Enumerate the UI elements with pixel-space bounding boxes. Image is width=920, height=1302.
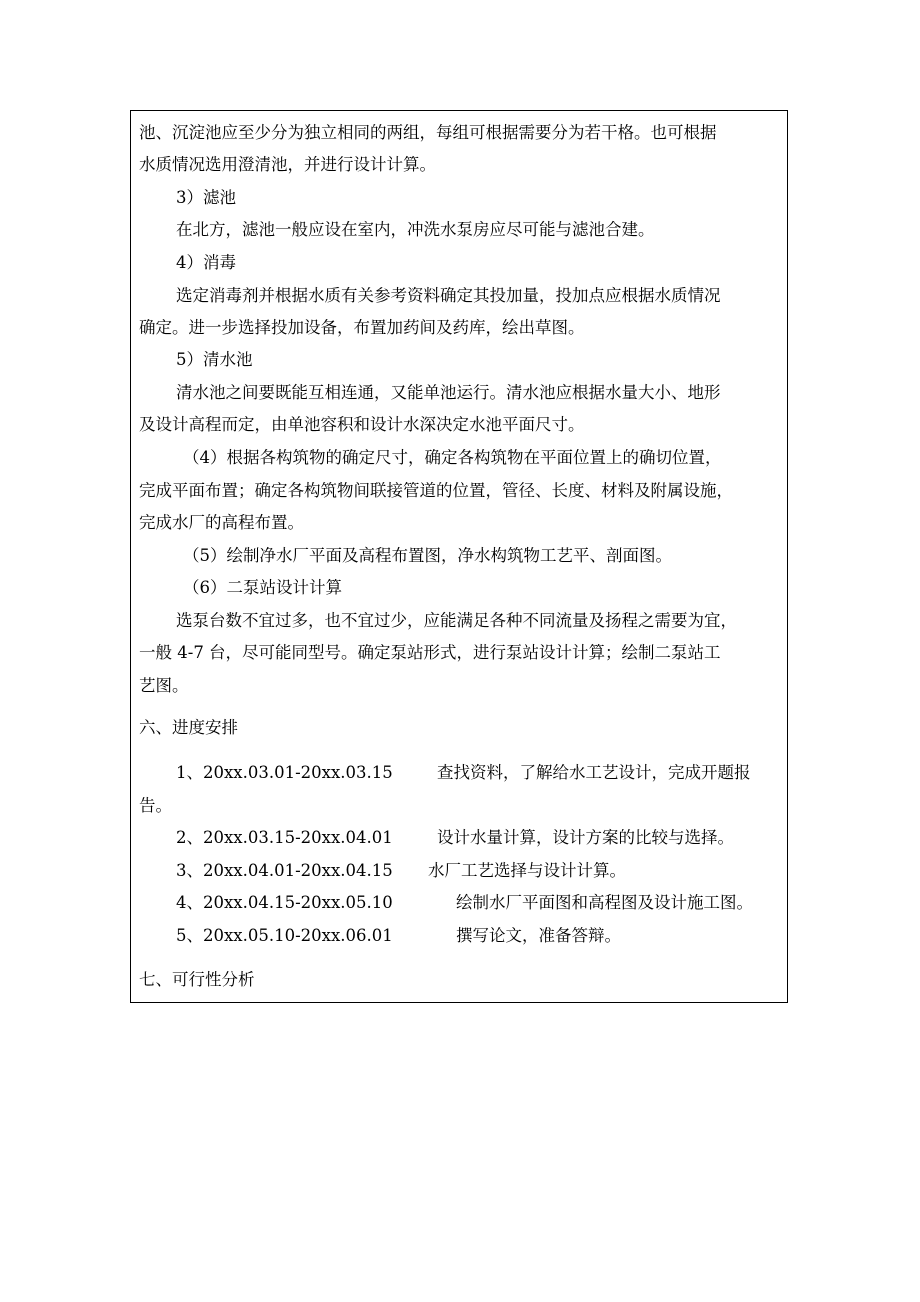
section-heading-feasibility: 七、可行性分析: [139, 970, 255, 989]
schedule-desc: 撰写论文，准备答辩。: [456, 926, 621, 945]
schedule-desc: 水厂工艺选择与设计计算。: [428, 861, 626, 880]
paragraph-line: 选泵台数不宜过多，也不宜过少，应能满足各种不同流量及扬程之需要为宜，: [176, 611, 737, 630]
paragraph-line: 一般 4-7 台，尽可能同型号。确定泵站形式，进行泵站设计计算；绘制二泵站工: [139, 643, 721, 662]
schedule-date: 1、20xx.03.01-20xx.03.15: [176, 763, 393, 782]
paragraph-line: 清水池之间要既能互相连通，又能单池运行。清水池应根据水量大小、地形: [176, 383, 721, 402]
paragraph-line: 确定。进一步选择投加设备，布置加药间及药库，绘出草图。: [139, 318, 585, 337]
paragraph-line: 完成平面布置；确定各构筑物间联接管道的位置，管径、长度、材料及附属设施，: [139, 481, 733, 500]
paragraph-line: 在北方，滤池一般应设在室内，冲洗水泵房应尽可能与滤池合建。: [176, 220, 655, 239]
schedule-desc: 设计水量计算，设计方案的比较与选择。: [437, 828, 734, 847]
schedule-date: 4、20xx.04.15-20xx.05.10: [176, 893, 393, 912]
paragraph-line: （4）根据各构筑物的确定尺寸，确定各构筑物在平面位置上的确切位置，: [183, 448, 722, 467]
schedule-desc: 绘制水厂平面图和高程图及设计施工图。: [456, 893, 753, 912]
schedule-date: 3、20xx.04.01-20xx.04.15: [176, 861, 393, 880]
schedule-item-continuation: 告。: [139, 796, 172, 815]
schedule-desc: 查找资料，了解给水工艺设计，完成开题报: [437, 763, 751, 782]
section-heading-schedule: 六、进度安排: [139, 718, 238, 737]
schedule-date: 5、20xx.05.10-20xx.06.01: [176, 926, 393, 945]
subheading-disinfection: 4）消毒: [176, 253, 236, 272]
paragraph-line: 选定消毒剂并根据水质有关参考资料确定其投加量，投加点应根据水质情况: [176, 286, 721, 305]
paragraph-line: 艺图。: [139, 676, 189, 695]
subheading-pump-station: （6）二泵站设计计算: [183, 578, 342, 597]
paragraph-line: 及设计高程而定，由单池容积和设计水深决定水池平面尺寸。: [139, 415, 585, 434]
paragraph-line: （5）绘制净水厂平面及高程布置图，净水构筑物工艺平、剖面图。: [183, 546, 672, 565]
schedule-date: 2、20xx.03.15-20xx.04.01: [176, 828, 393, 847]
paragraph-line: 完成水厂的高程布置。: [139, 513, 304, 532]
paragraph-line: 水质情况选用澄清池，并进行设计计算。: [139, 155, 436, 174]
subheading-filter: 3）滤池: [176, 188, 236, 207]
paragraph-line: 池、沉淀池应至少分为独立相同的两组，每组可根据需要分为若干格。也可根据: [139, 123, 717, 142]
subheading-clear-water-tank: 5）清水池: [176, 350, 253, 369]
